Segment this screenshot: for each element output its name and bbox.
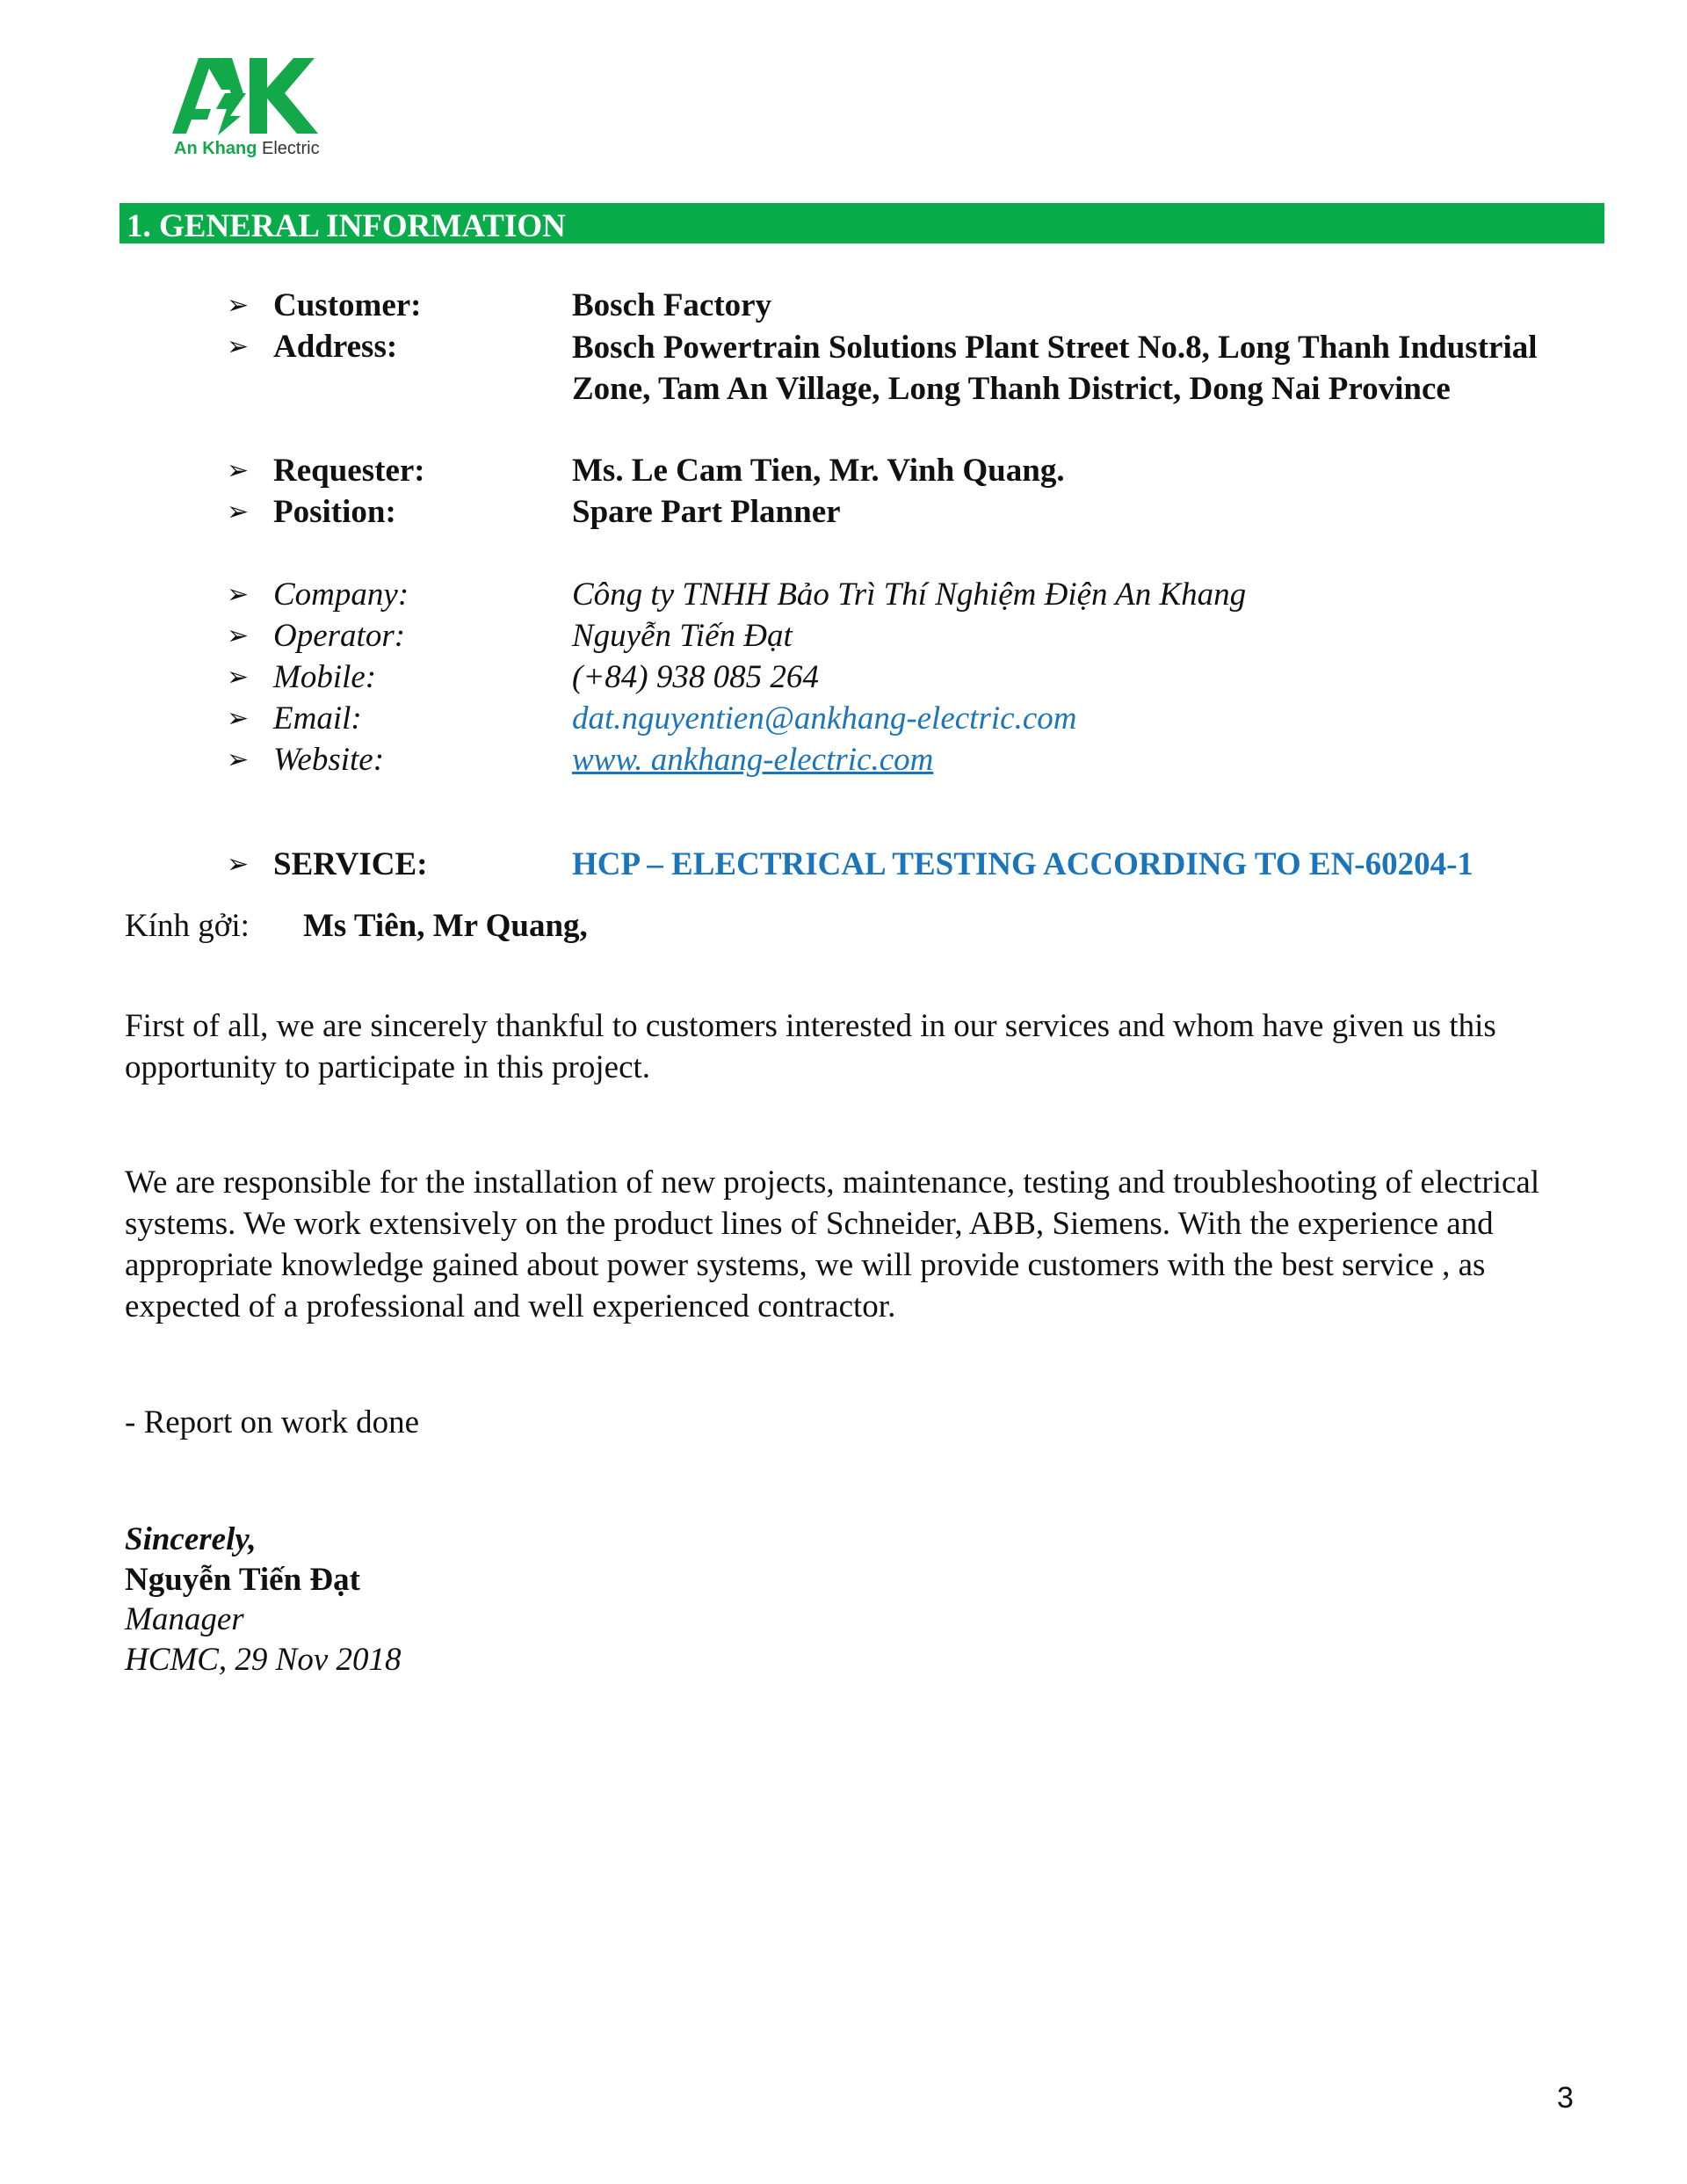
section-title: 1. GENERAL INFORMATION: [127, 208, 566, 244]
salutation: Kính gởi:: [125, 908, 250, 944]
arrowhead-bullet-icon: ➢: [227, 849, 250, 880]
signature-closing: Sincerely,: [125, 1521, 257, 1557]
requester-label: Requester:: [273, 453, 425, 489]
company-logo: [169, 54, 344, 169]
address-value: Bosch Powertrain Solutions Plant Street No.8, Long Thanh Industrial Zone, Tam An Village, Long Thanh District, Dong Nai Province: [572, 330, 1538, 407]
mobile-value: (+84) 938 085 264: [572, 659, 819, 695]
logo-caption: [174, 139, 320, 159]
arrowhead-bullet-icon: ➢: [227, 579, 250, 610]
company-label: Company:: [273, 577, 409, 613]
arrowhead-bullet-icon: ➢: [227, 497, 250, 527]
arrowhead-bullet-icon: ➢: [227, 744, 250, 775]
intro-paragraph: First of all, we are sincerely thankful to customers interested in our services and whom have given us this opportunity to participate in this project.: [125, 1008, 1496, 1085]
service-value: HCP – ELECTRICAL TESTING ACCORDING TO EN-60204-1: [572, 846, 1473, 882]
mobile-label: Mobile:: [273, 659, 377, 695]
logo-brand-suffix: Electric: [262, 139, 320, 158]
arrowhead-bullet-icon: ➢: [227, 662, 250, 693]
section-header: [119, 203, 1604, 243]
company-paragraph: We are responsible for the installation of new projects, maintenance, testing and troubleshooting of electrical systems. We work extensively on the product lines of Schneider, ABB, Siemens. With the experience and appropriate knowledge gained about power systems, we will provide customers with the best service , as expected of a professional and well experienced contractor.: [125, 1165, 1540, 1324]
ak-logo-mark: [169, 54, 327, 135]
arrowhead-bullet-icon: ➢: [227, 620, 250, 651]
email-label: Email:: [273, 700, 362, 736]
signature-place-date: HCMC, 29 Nov 2018: [125, 1642, 402, 1678]
report-note: - Report on work done: [125, 1404, 419, 1440]
address-label: Address:: [273, 329, 398, 365]
signature-title: Manager: [125, 1601, 244, 1637]
service-label: SERVICE:: [273, 846, 428, 882]
company-value: Công ty TNHH Bảo Trì Thí Nghiệm Điện An Khang: [572, 577, 1247, 613]
signature-name: Nguyễn Tiến Đạt: [125, 1562, 360, 1598]
arrowhead-bullet-icon: ➢: [227, 290, 250, 321]
customer-label: Customer:: [273, 287, 422, 323]
page-number: 3: [1557, 2081, 1574, 2115]
recipients: Ms Tiên, Mr Quang,: [303, 908, 588, 944]
customer-value: Bosch Factory: [572, 287, 772, 323]
email-link[interactable]: dat.nguyentien@ankhang-electric.com: [572, 700, 1077, 736]
arrowhead-bullet-icon: ➢: [227, 331, 250, 362]
arrowhead-bullet-icon: ➢: [227, 703, 250, 734]
requester-value: Ms. Le Cam Tien, Mr. Vinh Quang.: [572, 453, 1065, 489]
position-value: Spare Part Planner: [572, 494, 841, 530]
website-label: Website:: [273, 742, 385, 778]
operator-label: Operator:: [273, 618, 406, 654]
position-label: Position:: [273, 494, 396, 530]
greeting: [125, 906, 588, 947]
operator-value: Nguyễn Tiến Đạt: [572, 618, 793, 654]
logo-brand: An Khang: [174, 139, 257, 158]
website-link[interactable]: www. ankhang-electric.com: [572, 742, 934, 778]
arrowhead-bullet-icon: ➢: [227, 455, 250, 486]
